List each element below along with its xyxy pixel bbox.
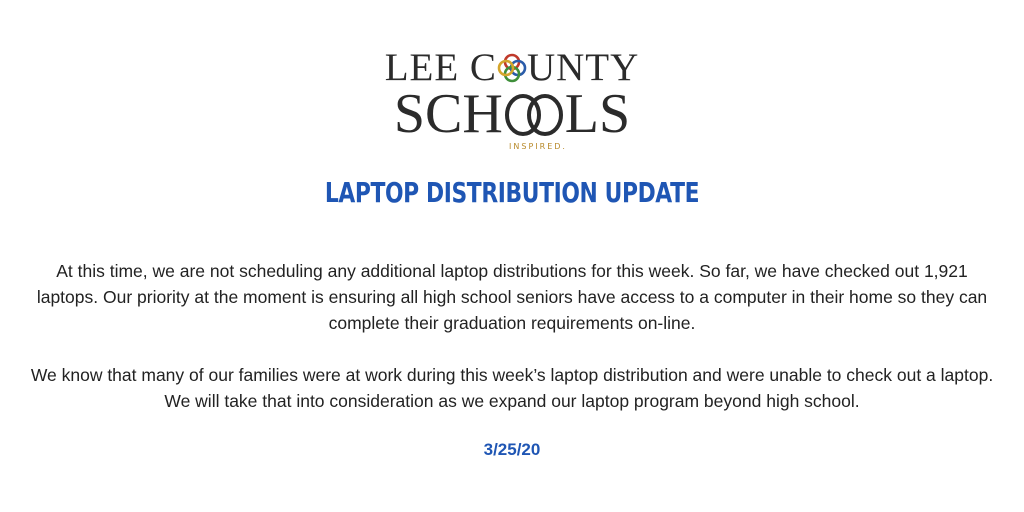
- logo-tagline: INSPIRED.: [509, 142, 567, 151]
- logo-line-lee-county: LEE C UNTY: [384, 46, 640, 89]
- date-label: 3/25/20: [483, 440, 541, 459]
- paragraph-2: We know that many of our families were at work during this week’s laptop distribution and were unable to check out a laptop. We will take that into consideration as we expand our laptop program beyond high school.: [30, 365, 994, 411]
- logo-rings-icon: [497, 53, 527, 83]
- logo-line-schools: SCH LS: [393, 83, 631, 145]
- logo-double-o-icon: [503, 92, 565, 138]
- paragraph-1: At this time, we are not scheduling any additional laptop distributions for this week. So far, we have checked out 1,921 laptops. Our priority at the moment is ensuring all high school seniors have access to a computer in their home so they can complete their graduation requirements on-line.: [36, 261, 988, 333]
- page-title: LAPTOP DISTRIBUTION UPDATE: [324, 176, 700, 209]
- lee-county-schools-logo: [0, 48, 1024, 151]
